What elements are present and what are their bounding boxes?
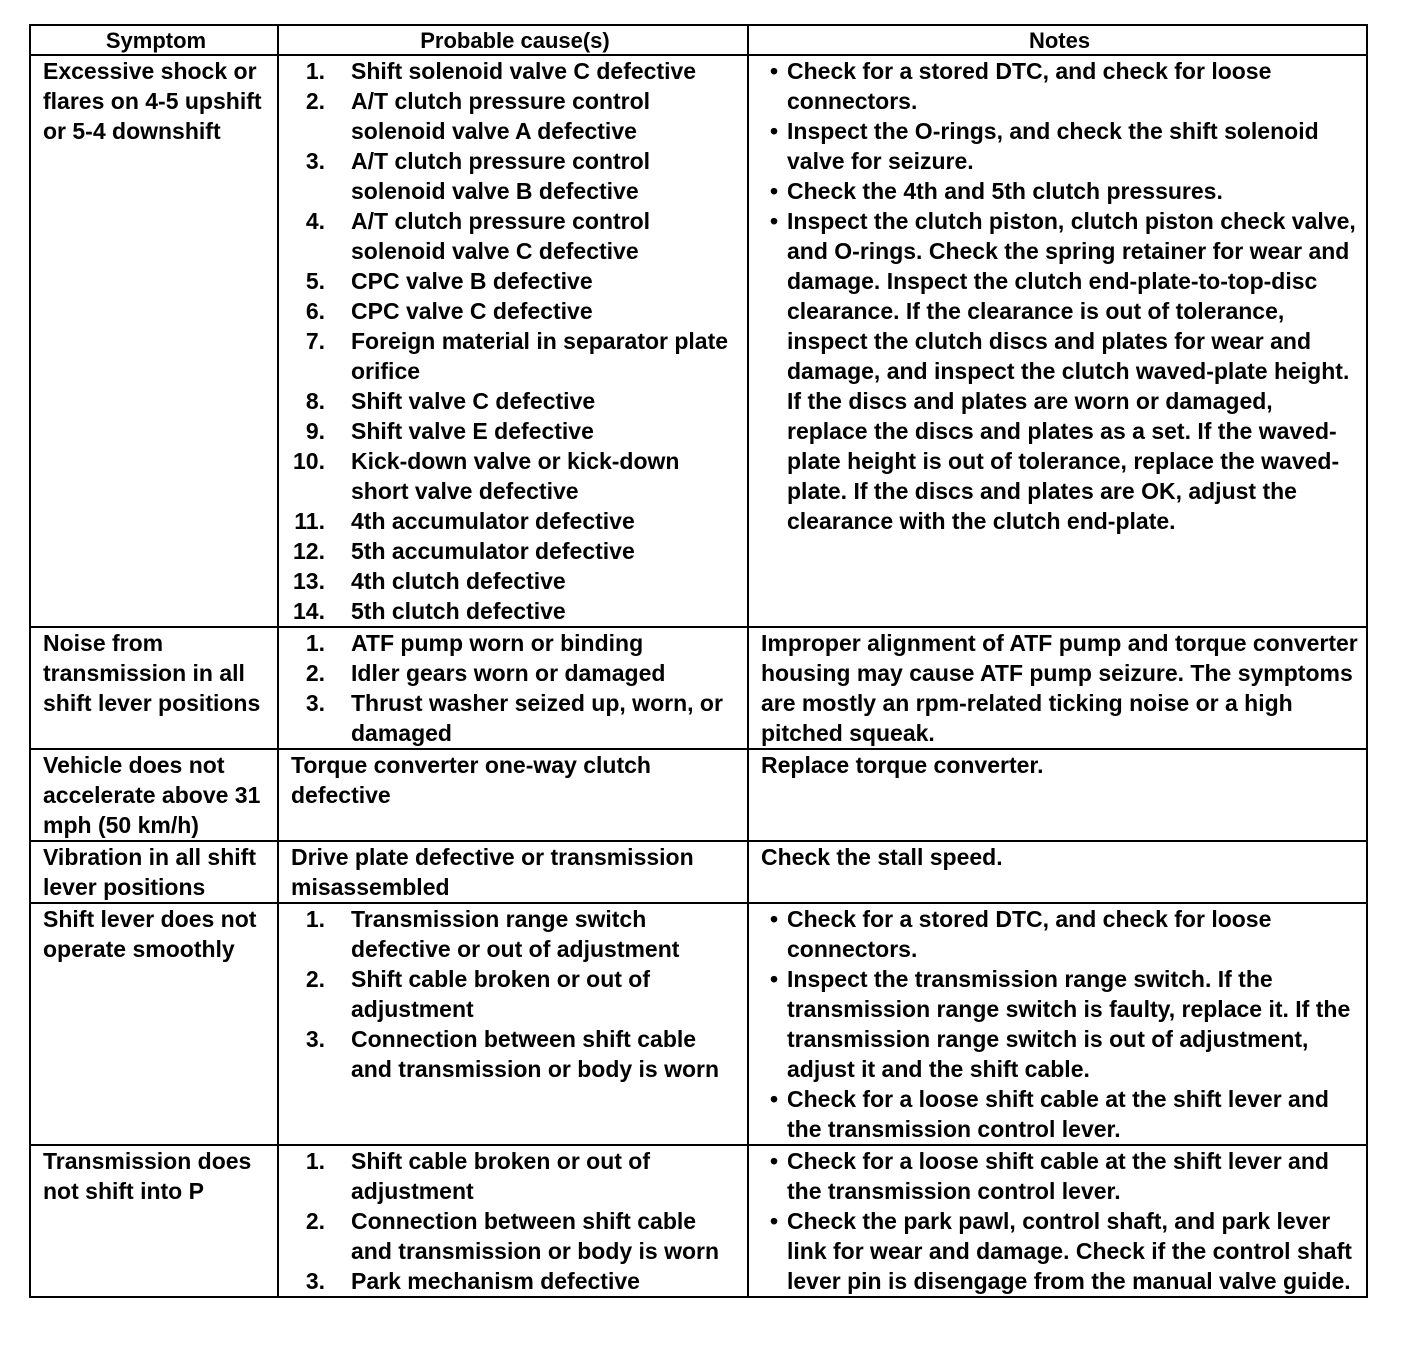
cause-cell: Drive plate defective or transmission misassembled <box>278 841 748 903</box>
notes-cell <box>748 903 1367 1145</box>
bullet-icon: • <box>769 1208 779 1234</box>
note-item: • Inspect the transmission range switch. If the transmission range switch is faulty, replace it. If the transmission range switch is out of adjustment, adjust it and the shift cable. <box>761 964 1358 1084</box>
cause-item: 2. A/T clutch pressure control solenoid valve A defective <box>305 88 651 144</box>
bullet-icon: • <box>769 966 779 992</box>
note-item: • Check the park pawl, control shaft, and park lever link for wear and damage. Check if the control shaft lever pin is disengage from the manual valve guide. <box>761 1206 1358 1296</box>
symptom-cell: Transmission does not shift into P <box>30 1145 278 1297</box>
symptom-cell: Excessive shock or flares on 4-5 upshift or 5-4 downshift <box>30 55 278 627</box>
bullet-icon: • <box>769 58 779 84</box>
cause-list <box>291 904 739 1084</box>
cause-item: 1. Shift cable broken or out of adjustment <box>305 1148 651 1204</box>
bullet-icon: • <box>769 118 779 144</box>
table-row <box>30 841 1367 903</box>
cause-item: 6. CPC valve C defective <box>305 298 593 324</box>
cause-cell <box>278 1145 748 1297</box>
symptom-cell: Noise from transmission in all shift lever positions <box>30 627 278 749</box>
cause-item: 14. 5th clutch defective <box>293 598 566 624</box>
bullet-icon: • <box>769 208 779 234</box>
note-item: • Check for a stored DTC, and check for loose connectors. <box>761 56 1358 116</box>
notes-cell <box>748 55 1367 627</box>
cause-item: 1. ATF pump worn or binding <box>305 630 644 656</box>
bullet-icon: • <box>769 178 779 204</box>
cause-header: Probable cause(s) <box>278 25 748 55</box>
cause-item: 5. CPC valve B defective <box>305 268 593 294</box>
bullet-icon: • <box>769 1086 779 1112</box>
cause-item: 3. Connection between shift cable and transmission or body is worn <box>305 1026 720 1082</box>
note-item: • Check for a stored DTC, and check for loose connectors. <box>761 904 1358 964</box>
symptom-cell: Vehicle does not accelerate above 31 mph (50 km/h) <box>30 749 278 841</box>
table-row <box>30 749 1367 841</box>
table-row <box>30 903 1367 1145</box>
note-item: • Inspect the clutch piston, clutch piston check valve, and O-rings. Check the spring retainer for wear and damage. Inspect the clutch end-plate-to-top-disc clearance. If the clearance is out of tolerance, inspect the clutch discs and plates for wear and damage, and inspect the clutch waved-plate height. If the discs and plates are worn or damaged, replace the discs and plates as a set. If the waved-plate height is out of tolerance, replace the waved-plate. If the discs and plates are OK, adjust the clearance with the clutch end-plate. <box>761 206 1358 536</box>
cause-item: 13. 4th clutch defective <box>293 568 566 594</box>
cause-item: 1. Transmission range switch defective or out of adjustment <box>305 906 680 962</box>
cause-cell <box>278 627 748 749</box>
notes-list <box>761 1146 1358 1296</box>
table-row <box>30 1145 1367 1297</box>
note-text: Improper alignment of ATF pump and torque converter housing may cause ATF pump seizure. The symptoms are mostly an rpm-related ticking noise or a high pitched squeak. <box>761 630 1358 746</box>
cause-cell: Torque converter one-way clutch defective <box>278 749 748 841</box>
cause-list <box>291 56 739 626</box>
cause-cell <box>278 903 748 1145</box>
notes-cell: Check the stall speed. <box>748 841 1367 903</box>
cause-item: 8. Shift valve C defective <box>305 388 596 414</box>
cause-item: 2. Idler gears worn or damaged <box>305 660 666 686</box>
bullet-icon: • <box>769 906 779 932</box>
cause-item: 2. Connection between shift cable and transmission or body is worn <box>305 1208 720 1264</box>
notes-list <box>761 904 1358 1144</box>
header-row <box>30 25 1367 55</box>
symptom-cell: Vibration in all shift lever positions <box>30 841 278 903</box>
note-item: • Check for a loose shift cable at the shift lever and the transmission control lever. <box>761 1084 1358 1144</box>
notes-list <box>761 56 1358 536</box>
symptom-header: Symptom <box>30 25 278 55</box>
troubleshooting-table <box>29 24 1368 1298</box>
cause-item: 3. Park mechanism defective <box>305 1268 640 1294</box>
cause-item: 7. Foreign material in separator plate orifice <box>305 328 729 384</box>
cause-item: 11. 4th accumulator defective <box>294 508 635 534</box>
cause-item: 3. A/T clutch pressure control solenoid valve B defective <box>305 148 651 204</box>
cause-item: 2. Shift cable broken or out of adjustment <box>305 966 651 1022</box>
cause-cell <box>278 55 748 627</box>
notes-header: Notes <box>748 25 1367 55</box>
notes-cell <box>748 627 1367 749</box>
notes-cell <box>748 1145 1367 1297</box>
note-item: • Check for a loose shift cable at the shift lever and the transmission control lever. <box>761 1146 1358 1206</box>
table-row <box>30 627 1367 749</box>
cause-list <box>291 628 739 748</box>
cause-item: 9. Shift valve E defective <box>305 418 594 444</box>
table-row <box>30 55 1367 627</box>
cause-item: 1. Shift solenoid valve C defective <box>305 58 697 84</box>
cause-item: 10. Kick-down valve or kick-down short valve defective <box>293 448 680 504</box>
note-item: • Check the 4th and 5th clutch pressures. <box>761 176 1358 206</box>
notes-cell: Replace torque converter. <box>748 749 1367 841</box>
cause-list <box>291 1146 739 1296</box>
cause-item: 4. A/T clutch pressure control solenoid valve C defective <box>305 208 651 264</box>
bullet-icon: • <box>769 1148 779 1174</box>
symptom-cell: Shift lever does not operate smoothly <box>30 903 278 1145</box>
cause-item: 3. Thrust washer seized up, worn, or damaged <box>305 690 723 746</box>
cause-item: 12. 5th accumulator defective <box>293 538 635 564</box>
note-item: • Inspect the O-rings, and check the shift solenoid valve for seizure. <box>761 116 1358 176</box>
